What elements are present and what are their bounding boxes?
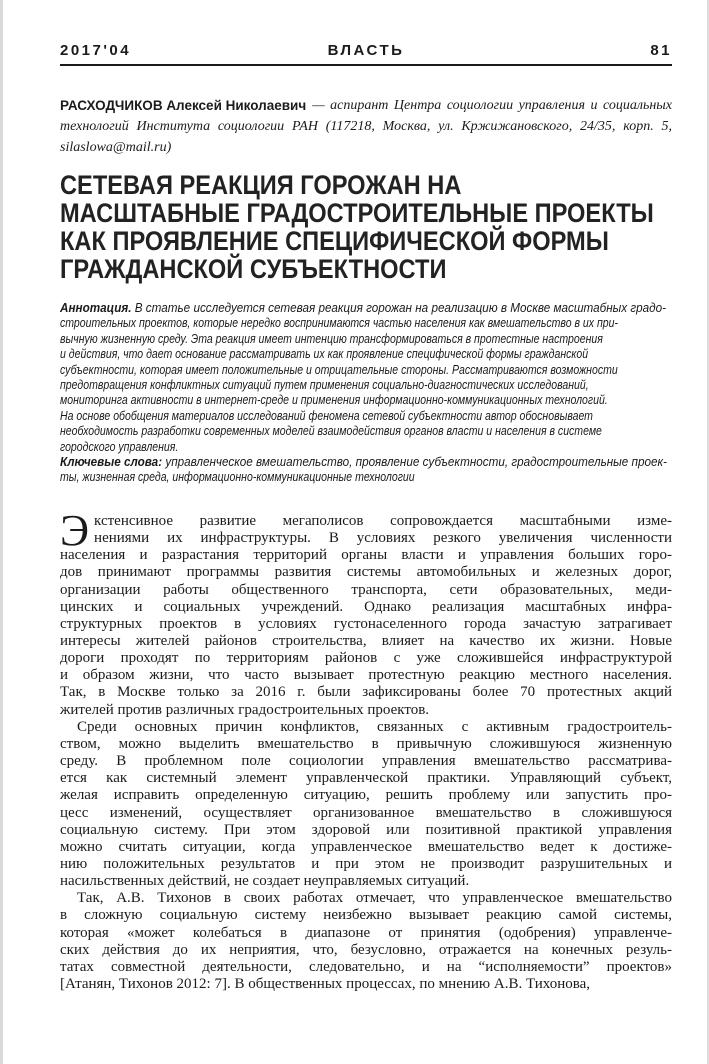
text-line: и образом жизни, что часто вызывает протестную реакцию местного населения.: [60, 667, 672, 684]
paragraph-1: [60, 505, 672, 719]
annotation-text: В статье исследуется сетевая реакция горожан на реализацию в Москве масштабных градо-: [134, 300, 667, 315]
annotation-lines: [60, 315, 671, 454]
text-line: технологий Института социологии РАН (117218, Москва, ул. Кржижановского, 24/35, корп. 5,: [60, 119, 672, 134]
text-line: структурных проектов в условиях густонаселенного города зачастую затрагивает: [60, 615, 672, 632]
annotation-block: [60, 300, 672, 454]
keywords-text: управленческое вмешательство, проявление субъектности, градостроительные проек-: [165, 454, 667, 470]
keywords-block: [60, 454, 672, 485]
author-name: РАСХОДЧИКОВ Алексей Николаевич: [60, 98, 307, 113]
text-line: интересы жителей районов строительства, влияет на качество их жизни. Новые: [60, 632, 672, 649]
text-line: которая «может колебаться в диапазоне от принятия (одобрения) управленче-: [60, 924, 672, 941]
annotation-first-line: [60, 300, 671, 315]
text-line: строительных проектов, которые нередко воспринимаются частью населения как вмешательство в их при-: [60, 315, 618, 331]
text-line: На основе обобщения материалов исследований феномена сетевой субъектности автор обосновывает: [60, 407, 593, 423]
text-line: предотвращения конфликтных ситуаций путем применения социально-диагностических исследований,: [60, 377, 589, 393]
article-body: [60, 505, 672, 993]
header-page-number: 81: [650, 42, 672, 59]
text-line: ГРАЖДАНСКОЙ СУБЪЕКТНОСТИ: [60, 254, 447, 284]
text-line: ется как системный элемент управленческой практики. Управляющий субъект,: [60, 770, 672, 787]
text-line: в сложную социальную систему неизбежно вызывает реакцию самой системы,: [60, 907, 672, 924]
text-line: дов принимают программы развития системы автомобильных и железных дорог,: [60, 564, 672, 581]
text-line: Так, А.В. Тихонов в своих работах отмечает, что управленческое вмешательство: [77, 890, 672, 907]
text-line: нию положительных результатов и при этом не производит разрушительных и: [60, 856, 672, 872]
text-line: — аспирант Центра социологии управления и социальных: [312, 98, 672, 113]
article-title: [60, 171, 672, 283]
text-line: необходимость разработки современных моделей взаимодействия органов власти и населения в системе: [60, 423, 602, 439]
author-block: [60, 95, 672, 158]
text-line: и действия, что дает основание рассматривать их как проявление специфической формы гражданской: [60, 346, 589, 362]
paragraph-2: [60, 719, 672, 891]
text-line: Среди основных причин конфликтов, связанных с активным градостроитель-: [77, 718, 672, 735]
text-line: цесс изменений, осуществляет организованное вмешательство в сложившуюся: [60, 804, 672, 821]
paragraph-1-lines: [60, 505, 672, 719]
text-line: цинских и социальных учреждений. Однако реализация масштабных инфра-: [60, 598, 672, 615]
text-line: ты, жизненная среда, информационно-коммуникационные технологии: [60, 469, 415, 485]
text-line: населения и разрастания территорий органы власти и управления больших горо-: [60, 547, 672, 564]
text-line: ских действия до их неприятия, что, безусловно, отражается на конечных резуль-: [60, 941, 672, 958]
keywords-first-line: [60, 454, 671, 469]
text-line: желая исправить определенную ситуацию, решить проблему или запустить про-: [60, 787, 672, 804]
text-line: среду. В проблемном поле социологии управления вмешательство рассматрива-: [60, 753, 672, 770]
text-line: организации работы общественного транспорта, сети образовательных, меди-: [60, 581, 672, 598]
text-line: мониторинга активности в интернет-среде и применения информационно-коммуникационных технологий.: [60, 392, 608, 408]
keywords-label: Ключевые слова:: [60, 454, 163, 470]
keywords-lines: [60, 469, 671, 484]
text-line: КАК ПРОЯВЛЕНИЕ СПЕЦИФИЧЕСКОЙ ФОРМЫ: [60, 226, 609, 256]
text-line: татах совместной деятельности, следовательно, и на “исполняемости” проектов»: [60, 958, 672, 975]
text-line: можно считать ситуации, когда управленческое вмешательство ведет к достиже-: [60, 838, 672, 855]
text-line: дороги проходят по территориям районов с уже сложившейся инфраструктурой: [60, 650, 672, 667]
text-line: Так, в Москве только за 2016 г. были зафиксированы более 70 протестных акций: [60, 684, 672, 701]
text-line: жителей против различных градостроительных проектов.: [60, 701, 430, 718]
paragraph-3: [60, 890, 672, 993]
text-line: silaslowa@mail.ru): [60, 140, 172, 155]
annotation-label: Аннотация.: [60, 300, 132, 315]
text-line: ством, можно выделить вмешательство в привычную сложившуюся жизненную: [60, 735, 672, 752]
header-issue: 2017'04: [60, 42, 132, 59]
text-line: [Атанян, Тихонов 2012: 7]. В общественных процессах, по мнению А.В. Тихонова,: [60, 976, 591, 993]
text-line: вычную жизненную среду. Эта реакция имеет интенцию трансформироваться в протестные настроения: [60, 330, 603, 346]
drop-cap: Э: [60, 505, 90, 555]
text-line: субъектности, которая имеет положительные и отрицательные стороны. Рассматриваются возможности: [60, 361, 618, 377]
text-line: кстенсивное развитие мегаполисов сопровождается масштабными изме-: [94, 512, 672, 529]
text-line: МАСШТАБНЫЕ ГРАДОСТРОИТЕЛЬНЫЕ ПРОЕКТЫ: [60, 198, 654, 228]
header-journal-title: ВЛАСТЬ: [327, 42, 405, 59]
text-line: нениями их инфраструктуры. В условиях резкого увеличения численности: [94, 530, 672, 547]
text-line: городского управления.: [60, 438, 179, 454]
text-line: СЕТЕВАЯ РЕАКЦИЯ ГОРОЖАН НА: [60, 170, 462, 200]
running-head: [60, 42, 672, 66]
text-line: насильственных действий, не создает неуправляемых ситуаций.: [60, 873, 470, 890]
text-line: социальную систему. При этом здоровой или позитивной практикой управления: [60, 821, 672, 838]
